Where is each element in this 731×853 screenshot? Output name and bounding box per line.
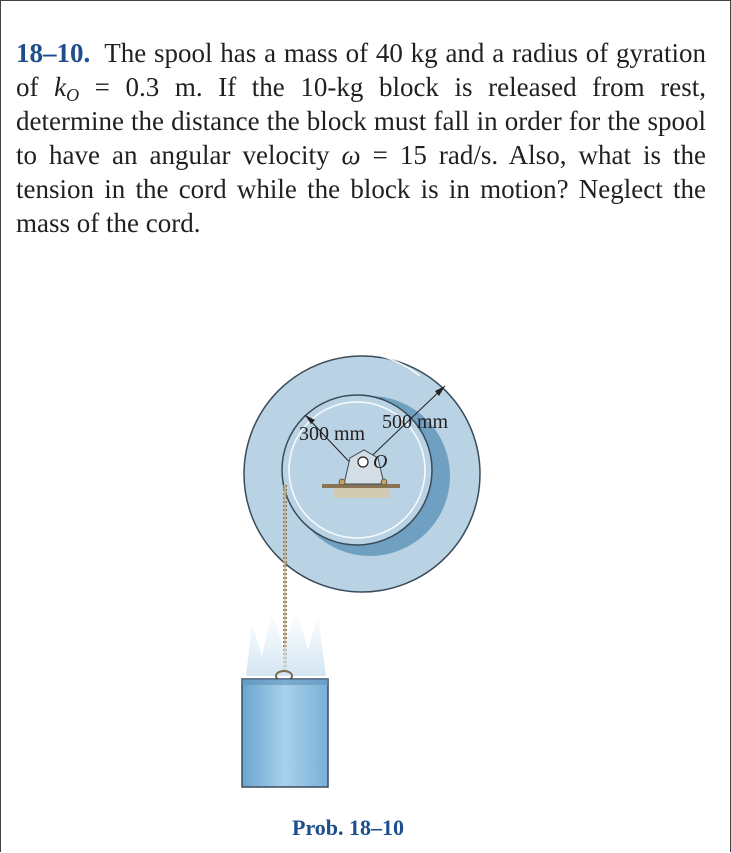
- k-symbol: k: [54, 72, 67, 102]
- problem-text-3: = 15 rad/s. Also, what is the tension in the cord while the block is in motion? Neglect the mass of the cord.: [16, 140, 706, 238]
- pin-ground: [334, 488, 390, 498]
- dim-label-inner: 300 mm: [299, 423, 366, 445]
- pin-base-plate: [322, 484, 400, 488]
- pin-bolt-left: [339, 479, 345, 485]
- pin-bolt-right: [381, 479, 387, 485]
- problem-text-1: The spool has a mass of 40 kg and a radius of gyration of: [16, 38, 706, 102]
- problem-text-2: = 0.3 m. If the 10-kg block is released from rest, determine the distance the block must fall in order for the spool to have an angular velocity: [16, 72, 706, 170]
- pin-label: O: [373, 451, 388, 473]
- dim-label-outer: 500 mm: [382, 411, 449, 433]
- block: [242, 679, 328, 787]
- problem-number: 18–10.: [16, 38, 91, 68]
- omega-symbol: ω: [341, 140, 361, 170]
- pin-icon: [358, 457, 368, 467]
- block-top-shade: [242, 679, 328, 685]
- figure-caption: Prob. 18–10: [292, 815, 405, 840]
- k-subscript: O: [66, 85, 80, 105]
